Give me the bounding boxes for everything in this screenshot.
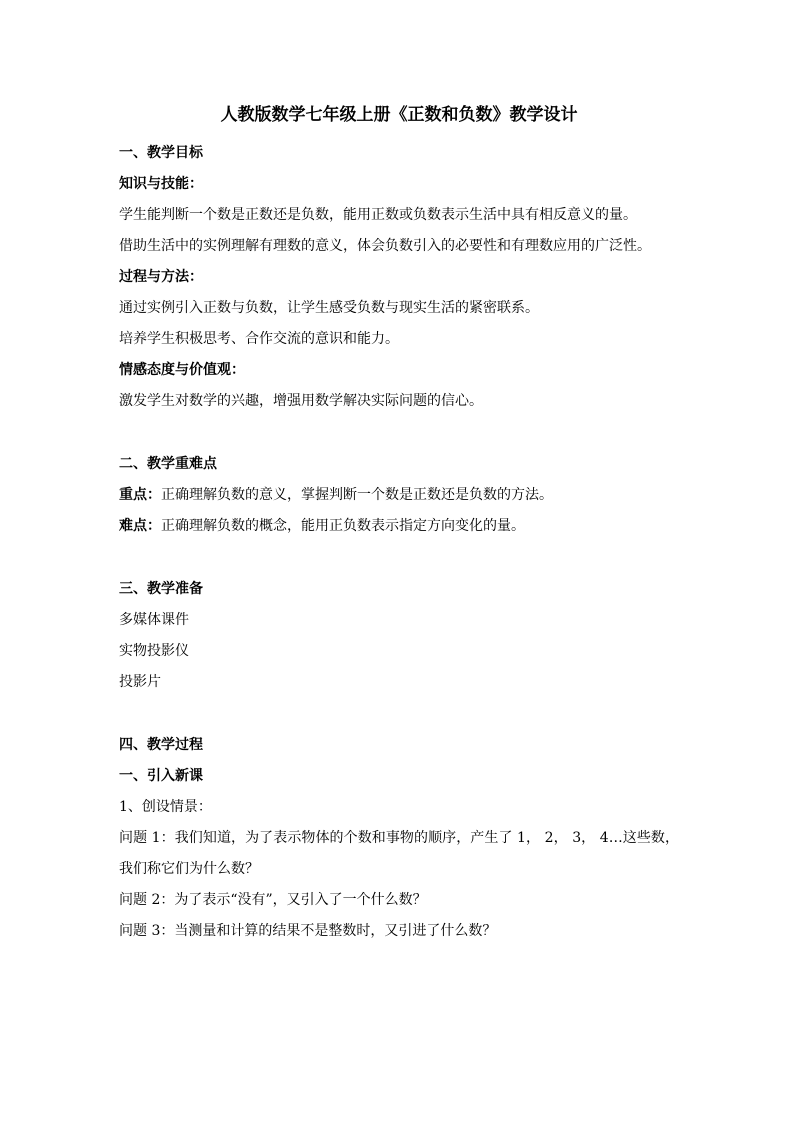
paragraph-emotion-1: 激发学生对数学的兴趣，增强用数学解决实际问题的信心。 [119,393,483,409]
list-item: 多媒体课件 [119,612,189,628]
difficult-point-text: 正确理解负数的概念，能用正负数表示指定方向变化的量。 [161,518,525,534]
document-title: 人教版数学七年级上册《正数和负数》教学设计 [220,105,578,125]
paragraph-process-1: 通过实例引入正数与负数，让学生感受负数与现实生活的紧密联系。 [119,300,539,316]
key-point-label: 重点： [119,487,161,503]
section-heading-preparation: 三、教学准备 [119,581,203,597]
question-1: 问题 1：我们知道，为了表示物体的个数和事物的顺序，产生了 1， 2， 3， 4…这些数，我们称它们为什么数？ [119,830,679,877]
difficult-point-label: 难点： [119,518,161,534]
section-heading-process: 四、教学过程 [119,737,203,753]
subheading-emotion: 情感态度与价值观： [119,362,245,378]
document-page [119,100,679,947]
section-heading-objectives: 一、教学目标 [119,145,203,161]
list-item: 投影片 [119,674,161,690]
list-item: 实物投影仪 [119,643,189,659]
key-point-text: 正确理解负数的意义，掌握判断一个数是正数还是负数的方法。 [161,487,553,503]
paragraph-process-2: 培养学生积极思考、合作交流的意识和能力。 [119,331,399,347]
difficult-point [119,511,679,542]
paragraph-knowledge-1: 学生能判断一个数是正数还是负数，能用正数或负数表示生活中具有相反意义的量。 [119,207,637,223]
question-3: 问题 3：当测量和计算的结果不是整数时，又引进了什么数？ [119,923,497,939]
key-point [119,480,679,511]
subheading-intro: 一、引入新课 [119,768,203,784]
spacer [119,417,679,449]
spacer [119,542,679,574]
subheading-knowledge: 知识与技能： [119,176,203,192]
section-heading-key-points: 二、教学重难点 [119,456,217,472]
paragraph-knowledge-2: 借助生活中的实例理解有理数的意义，体会负数引入的必要性和有理数应用的广泛性。 [119,238,651,254]
spacer [119,698,679,730]
subheading-process: 过程与方法： [119,269,203,285]
step-label: 1、创设情景： [119,799,212,815]
question-2: 问题 2：为了表示“没有”，又引入了一个什么数？ [119,892,427,908]
